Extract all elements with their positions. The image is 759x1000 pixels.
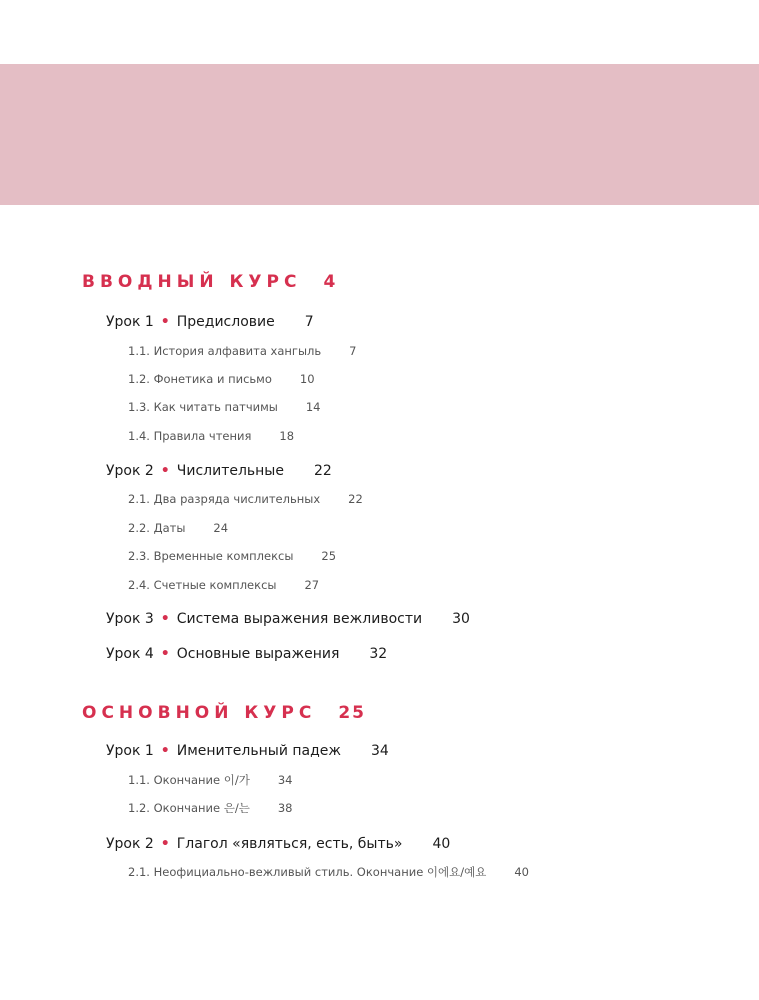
subsection-title: 2.3. Временные комплексы xyxy=(128,549,294,563)
lesson-title: Основные выражения xyxy=(176,646,340,662)
section-heading[interactable] xyxy=(82,703,366,723)
subsection-page: 18 xyxy=(279,429,295,443)
subsection-title: 1.1. Окончание 이/가 xyxy=(128,773,250,787)
subsection-entry[interactable] xyxy=(128,548,336,564)
subsection-page: 38 xyxy=(277,801,293,815)
bullet-dot-icon: • xyxy=(160,463,170,479)
lesson-page: 7 xyxy=(304,314,314,330)
lesson-page: 34 xyxy=(371,743,389,759)
subsection-entry[interactable] xyxy=(128,491,363,507)
subsection-title: 2.1. Неофициально-вежливый стиль. Окончание 이에요/예요 xyxy=(128,865,487,879)
subsection-page: 40 xyxy=(514,865,529,879)
lesson-page: 40 xyxy=(432,836,451,852)
subsection-page: 24 xyxy=(213,521,229,535)
subsection-page: 10 xyxy=(299,372,315,386)
subsection-entry[interactable] xyxy=(128,371,315,387)
bullet-dot-icon: • xyxy=(160,743,170,759)
bullet-dot-icon: • xyxy=(160,314,170,330)
subsection-entry[interactable] xyxy=(128,520,228,536)
subsection-title: 1.2. Окончание 은/는 xyxy=(128,801,250,815)
section-page: 4 xyxy=(323,272,338,292)
section-page: 25 xyxy=(338,703,366,723)
subsection-title: 1.1. История алфавита хангыль xyxy=(128,344,322,358)
section-title: ОСНОВНОЙ КУРС xyxy=(82,703,317,723)
subsection-title: 1.3. Как читать патчимы xyxy=(128,400,278,414)
subsection-page: 22 xyxy=(348,492,363,506)
section-heading[interactable] xyxy=(82,272,337,292)
header-banner xyxy=(0,64,759,205)
lesson-entry[interactable] xyxy=(106,835,450,853)
lesson-title: Числительные xyxy=(176,463,284,479)
subsection-page: 25 xyxy=(321,549,337,563)
lesson-entry[interactable] xyxy=(106,645,387,663)
lesson-title: Предисловие xyxy=(176,314,275,330)
subsection-page: 14 xyxy=(305,400,321,414)
lesson-page: 22 xyxy=(313,463,332,479)
subsection-title: 1.2. Фонетика и письмо xyxy=(128,372,272,386)
lesson-label: Урок 1 xyxy=(106,314,154,330)
lesson-entry[interactable] xyxy=(106,742,389,760)
section-title: ВВОДНЫЙ КУРС xyxy=(82,272,302,292)
lesson-label: Урок 2 xyxy=(106,836,154,852)
subsection-entry[interactable] xyxy=(128,864,529,880)
bullet-dot-icon: • xyxy=(160,646,170,662)
lesson-entry[interactable] xyxy=(106,610,470,628)
subsection-title: 2.2. Даты xyxy=(128,521,186,535)
subsection-page: 27 xyxy=(304,578,320,592)
lesson-title: Именительный падеж xyxy=(176,743,342,759)
subsection-entry[interactable] xyxy=(128,343,357,359)
bullet-dot-icon: • xyxy=(160,611,170,627)
subsection-title: 2.1. Два разряда числительных xyxy=(128,492,321,506)
lesson-label: Урок 4 xyxy=(106,646,154,662)
subsection-title: 2.4. Счетные комплексы xyxy=(128,578,277,592)
lesson-entry[interactable] xyxy=(106,462,332,480)
lesson-page: 32 xyxy=(369,646,388,662)
subsection-entry[interactable] xyxy=(128,800,292,816)
subsection-title: 1.4. Правила чтения xyxy=(128,429,252,443)
lesson-title: Система выражения вежливости xyxy=(176,611,423,627)
subsection-page: 34 xyxy=(277,773,293,787)
lesson-label: Урок 3 xyxy=(106,611,154,627)
subsection-entry[interactable] xyxy=(128,577,319,593)
subsection-entry[interactable] xyxy=(128,399,321,415)
lesson-page: 30 xyxy=(452,611,470,627)
subsection-entry[interactable] xyxy=(128,428,294,444)
lesson-label: Урок 1 xyxy=(106,743,154,759)
subsection-page: 7 xyxy=(349,344,357,358)
bullet-dot-icon: • xyxy=(160,836,170,852)
lesson-entry[interactable] xyxy=(106,313,314,331)
subsection-entry[interactable] xyxy=(128,772,292,788)
lesson-label: Урок 2 xyxy=(106,463,154,479)
lesson-title: Глагол «являться, есть, быть» xyxy=(176,836,403,852)
